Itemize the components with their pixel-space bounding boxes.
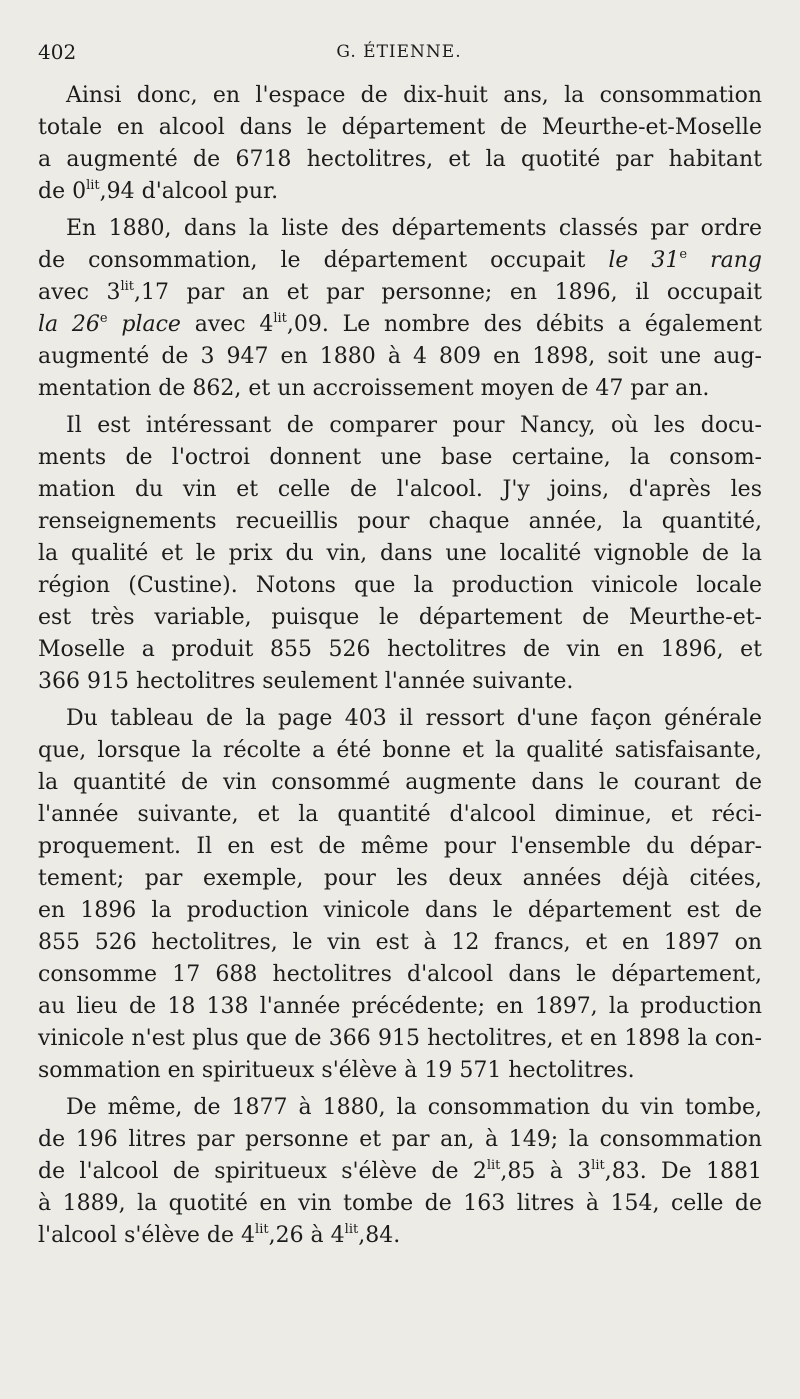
text-run: à 1889, la quotité en vin tombe de 163 litres à 154, celle de <box>38 1191 762 1216</box>
paragraph <box>38 703 762 1087</box>
text-run: Ainsi donc, en l'espace de dix-huit ans, la consommation <box>66 83 762 108</box>
text-run: est très variable, puisque le département de Meurthe-et- <box>38 605 762 630</box>
text-line <box>38 341 762 373</box>
italic-text: le 31 <box>608 248 680 273</box>
text-run: mentation de 862, et un accroissement moyen de 47 par an. <box>38 376 710 401</box>
text-line <box>38 442 762 474</box>
superscript: lit <box>591 1158 605 1173</box>
text-line <box>38 277 762 309</box>
text-line <box>38 1124 762 1156</box>
text-line <box>38 703 762 735</box>
text-line <box>38 245 762 277</box>
paragraph <box>38 1092 762 1252</box>
text-line <box>38 213 762 245</box>
text-line <box>38 767 762 799</box>
text-run: Moselle a produit 855 526 hectolitres de vin en 1896, et <box>38 637 762 662</box>
text-run: sommation en spiritueux s'élève à 19 571 hectolitres. <box>38 1058 635 1083</box>
text-line <box>38 959 762 991</box>
italic-text: rang <box>710 248 762 273</box>
text-run: consomme 17 688 hectolitres d'alcool dans le département, <box>38 962 762 987</box>
text-line <box>38 309 762 341</box>
text-run: l'alcool s'élève de 4 <box>38 1223 256 1248</box>
text-run: de 196 litres par personne et par an, à 149; la consommation <box>38 1127 762 1152</box>
superscript: lit <box>86 178 100 193</box>
text-run: de consommation, le département occupait <box>38 248 609 273</box>
text-run: ,84. <box>358 1223 401 1248</box>
text-line <box>38 410 762 442</box>
text-run: renseignements recueillis pour chaque année, la quantité, <box>38 509 762 534</box>
text-line <box>38 831 762 863</box>
text-run: Il est intéressant de comparer pour Nancy, où les docu- <box>66 413 762 438</box>
text-line <box>38 863 762 895</box>
text-run <box>108 312 122 337</box>
text-run: mation du vin et celle de l'alcool. J'y joins, d'après les <box>38 477 762 502</box>
text-run: de l'alcool de spiritueux s'élève de 2 <box>38 1159 487 1184</box>
text-line <box>38 1023 762 1055</box>
text-line <box>38 666 762 698</box>
text-run: ,09. Le nombre des débits a également <box>286 312 762 337</box>
text-run: proquement. Il en est de même pour l'ensemble du dépar- <box>38 834 762 859</box>
text-run <box>687 248 710 273</box>
text-line <box>38 570 762 602</box>
text-run: avec 3 <box>38 280 121 305</box>
text-run: augmenté de 3 947 en 1880 à 4 809 en 1898, soit une aug- <box>38 344 762 369</box>
superscript: e <box>99 311 108 326</box>
running-head: G. ÉTIENNE. <box>336 42 462 62</box>
text-run: ,83. De 1881 <box>604 1159 762 1184</box>
text-run: a augmenté de 6718 hectolitres, et la quotité par habitant <box>38 147 762 172</box>
paragraph <box>38 213 762 405</box>
text-run: avec 4 <box>180 312 274 337</box>
text-run: Du tableau de la page 403 il ressort d'une façon générale <box>66 706 762 731</box>
text-line <box>38 634 762 666</box>
superscript: lit <box>273 311 287 326</box>
text-line <box>38 144 762 176</box>
text-line <box>38 80 762 112</box>
text-run: 366 915 hectolitres seulement l'année suivante. <box>38 669 574 694</box>
text-line <box>38 1092 762 1124</box>
text-run: ,17 par an et par personne; en 1896, il occupait <box>134 280 762 305</box>
text-line <box>38 474 762 506</box>
text-run: 855 526 hectolitres, le vin est à 12 francs, et en 1897 on <box>38 930 762 955</box>
italic-text: place <box>121 312 181 337</box>
text-line <box>38 799 762 831</box>
superscript: lit <box>344 1222 359 1237</box>
text-run: en 1896 la production vinicole dans le département est de <box>38 898 762 923</box>
text-run: la qualité et le prix du vin, dans une localité vignoble de la <box>38 541 762 566</box>
text-run: ,94 d'alcool pur. <box>99 179 279 204</box>
italic-text: la 26 <box>38 312 100 337</box>
text-line <box>38 1156 762 1188</box>
superscript: lit <box>120 279 134 294</box>
text-line <box>38 176 762 208</box>
text-run: totale en alcool dans le département de Meurthe-et-Moselle <box>38 115 762 140</box>
body-text <box>38 80 762 1252</box>
page-header <box>38 40 760 70</box>
text-line <box>38 991 762 1023</box>
superscript: lit <box>255 1222 269 1237</box>
text-line <box>38 373 762 405</box>
paragraph <box>38 410 762 698</box>
text-line <box>38 1188 762 1220</box>
text-run: que, lorsque la récolte a été bonne et la qualité satisfaisante, <box>38 738 762 763</box>
text-run: tement; par exemple, pour les deux années déjà citées, <box>38 866 762 891</box>
text-run: En 1880, dans la liste des départements classés par ordre <box>66 216 762 241</box>
text-line <box>38 735 762 767</box>
text-line <box>38 506 762 538</box>
text-run: vinicole n'est plus que de 366 915 hectolitres, et en 1898 la con- <box>38 1026 762 1051</box>
text-run: ,85 à 3 <box>500 1159 592 1184</box>
superscript: e <box>679 247 688 262</box>
text-run: au lieu de 18 138 l'année précédente; en 1897, la production <box>38 994 762 1019</box>
text-line <box>38 602 762 634</box>
text-run: la quantité de vin consommé augmente dans le courant de <box>38 770 762 795</box>
text-line <box>38 538 762 570</box>
text-run: région (Custine). Notons que la production vinicole locale <box>38 573 762 598</box>
superscript: lit <box>486 1158 501 1173</box>
page-number: 402 <box>38 40 77 64</box>
paragraph <box>38 80 762 208</box>
text-line <box>38 895 762 927</box>
text-line <box>38 1220 762 1252</box>
text-run: ,26 à 4 <box>268 1223 345 1248</box>
text-line <box>38 1055 762 1087</box>
text-line <box>38 112 762 144</box>
text-run: de 0 <box>38 179 87 204</box>
text-run: ments de l'octroi donnent une base certaine, la consom- <box>38 445 762 470</box>
text-line <box>38 927 762 959</box>
text-run: l'année suivante, et la quantité d'alcool diminue, et réci- <box>38 802 762 827</box>
text-run: De même, de 1877 à 1880, la consommation du vin tombe, <box>66 1095 762 1120</box>
